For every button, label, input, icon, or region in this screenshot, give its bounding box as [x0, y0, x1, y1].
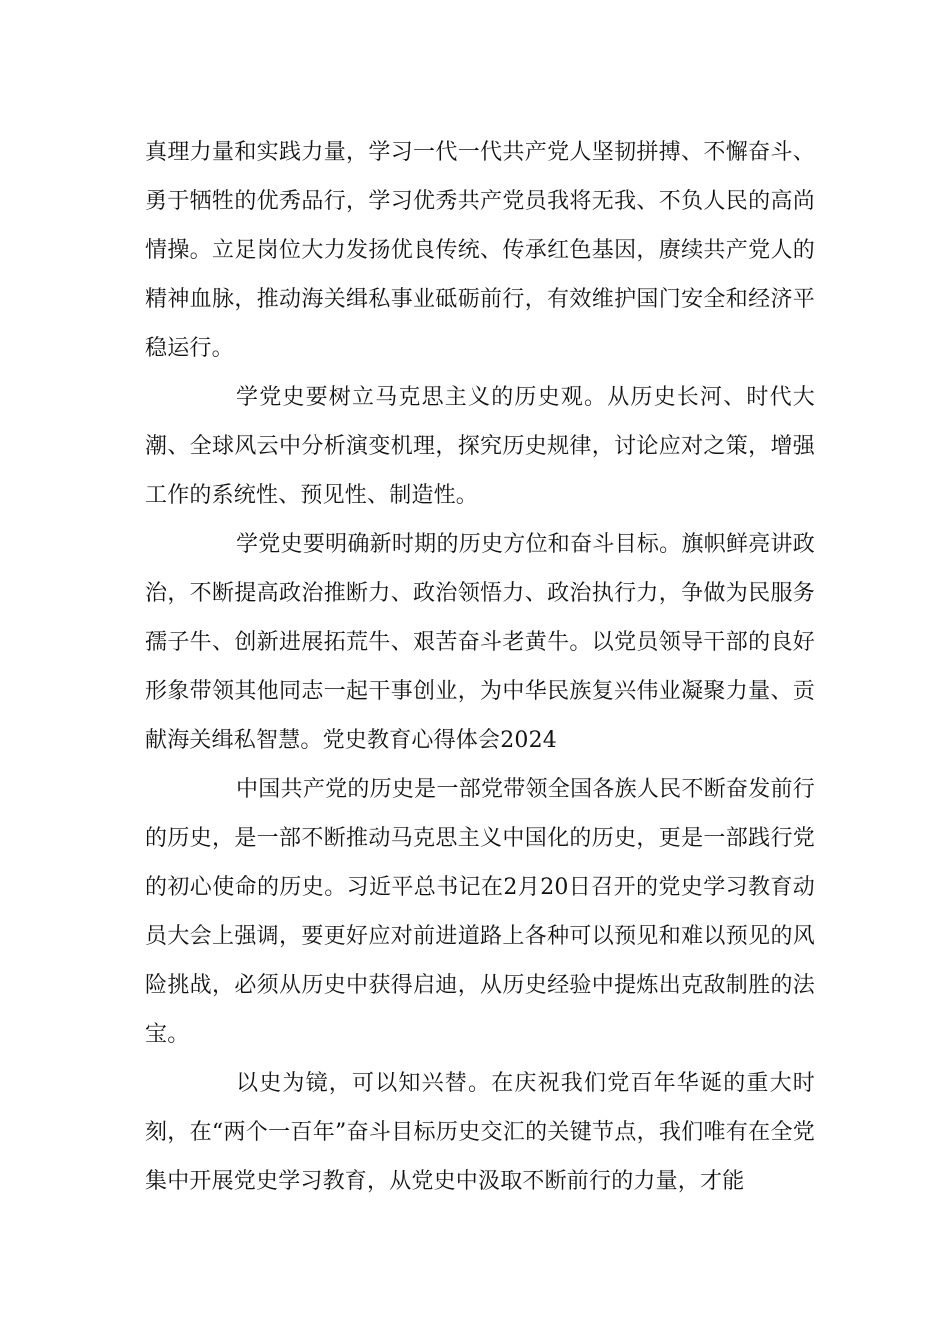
paragraph-historical-view: 学党史要树立马克思主义的历史观。从历史长河、时代大潮、全球风云中分析演变机理，探究历史规律，讨论应对之策，增强工作的系统性、预见性、制造性。	[145, 385, 815, 508]
paragraph-history-mirror: 以史为镜，可以知兴替。在庆祝我们党百年华诞的重大时刻，在“两个一百年”奋斗目标历史交汇的关键节点，我们唯有在全党集中开展党史学习教育，从党史中汲取不断前行的力量，才能	[145, 1071, 815, 1194]
paragraph-continued: 真理力量和实践力量，学习一代一代共产党人坚韧拼搏、不懈奋斗、勇于牺牲的优秀品行，学习优秀共产党员我将无我、不负人民的高尚情操。立足岗位大力发扬优良传统、传承红色基因，赓续共产党人的精神血脉，推动海关缉私事业砥砺前行，有效维护国门安全和经济平稳运行。	[145, 140, 815, 361]
paragraph-goals: 学党史要明确新时期的历史方位和奋斗目标。旗帜鲜亮讲政治，不断提高政治推断力、政治领悟力、政治执行力，争做为民服务孺子牛、创新进展拓荒牛、艰苦奋斗老黄牛。以党员领导干部的良好形象带领其他同志一起干事创业，为中华民族复兴伟业凝聚力量、贡献海关缉私智慧。党史教育心得体会2024	[145, 532, 815, 753]
body-text	[145, 128, 815, 1206]
paragraph-party-history: 中国共产党的历史是一部党带领全国各族人民不断奋发前行的历史，是一部不断推动马克思主义中国化的历史，更是一部践行党的初心使命的历史。习近平总书记在2月20日召开的党史学习教育动员大会上强调，要更好应对前进道路上各种可以预见和难以预见的风险挑战，必须从历史中获得启迪，从历史经验中提炼出克敌制胜的法宝。	[145, 777, 815, 1047]
